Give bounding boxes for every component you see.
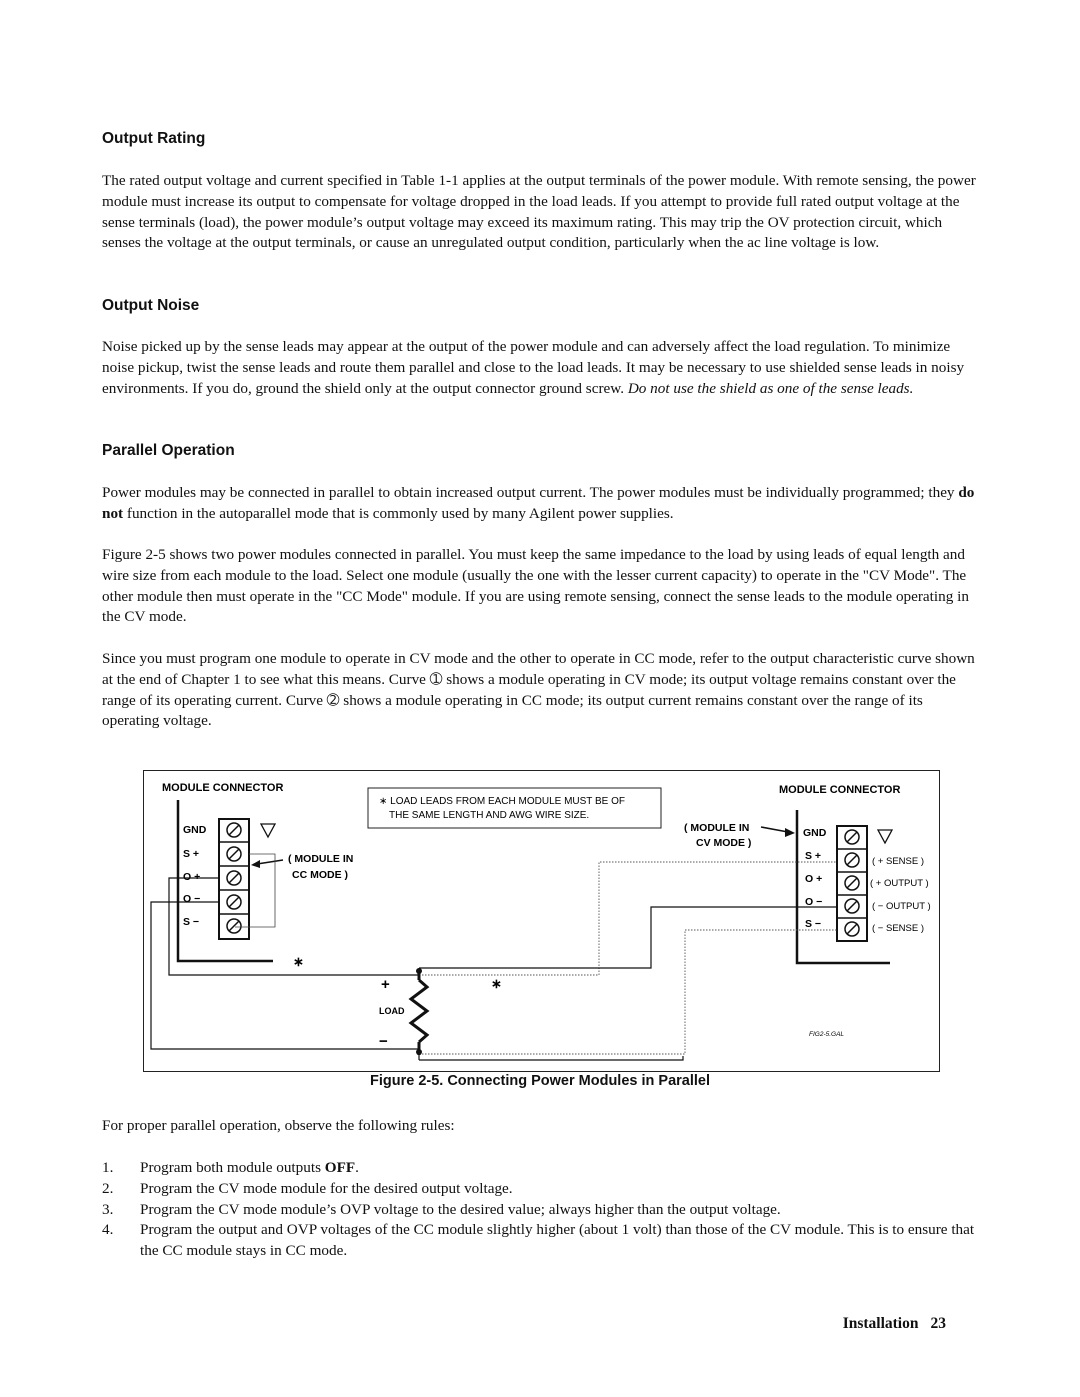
right-label-plus-output: ( + OUTPUT ) <box>870 878 929 889</box>
load-minus-sign: − <box>379 1033 388 1050</box>
page-number: 23 <box>930 1315 946 1332</box>
cc-label-line-2: CC MODE ) <box>292 869 348 881</box>
p1-text-a: Power modules may be connected in parallel to obtain increased output current. The power modules must be individually programmed; they <box>102 484 959 501</box>
right-connector-title: MODULE CONNECTOR <box>779 784 901 796</box>
rule-item <box>102 1179 978 1200</box>
wiring <box>151 854 837 1060</box>
left-terminal-s-minus: S − <box>183 916 200 928</box>
parallel-operation-heading: Parallel Operation <box>102 442 235 459</box>
load-label: LOAD <box>379 1006 405 1016</box>
right-minus-sense-wire <box>419 930 837 1054</box>
parallel-operation-p3: Since you must program one module to operate in CV mode and the other to operate in CC mode, refer to the output characteristic curve shown at the end of Chapter 1 to see what this means. Curve ➀ shows a module operating in CV mode; its output voltage remains constant over the range of its operating current. Curve ➁ shows a module operating in CC mode; its output current remains constant over the range of its operating voltage. <box>102 650 975 730</box>
parallel-connection-diagram <box>143 770 940 1072</box>
output-noise-heading: Output Noise <box>102 297 200 314</box>
page-footer <box>843 1315 946 1333</box>
rule-item <box>102 1200 978 1221</box>
right-terminal-o-minus: O − <box>805 896 823 908</box>
rule-item <box>102 1158 978 1179</box>
output-noise-text <box>102 337 978 399</box>
output-noise-italic: Do not use the shield as one of the sense leads. <box>627 379 914 397</box>
p1-text-b: function in the autoparallel mode that is commonly used by many Agilent power supplies. <box>123 504 674 522</box>
right-terminal-o-plus: O + <box>805 873 823 885</box>
rule-number: 2. <box>102 1179 114 1197</box>
left-module-connector <box>178 800 353 961</box>
rules-list <box>102 1158 978 1262</box>
left-terminal-s-plus: S + <box>183 848 200 860</box>
figure-id-label: FIG2-5.GAL <box>809 1031 845 1038</box>
right-label-minus-sense: ( − SENSE ) <box>872 923 924 934</box>
rule-item <box>102 1220 978 1262</box>
screw-terminal-icon <box>845 922 859 936</box>
note-box <box>368 788 661 828</box>
screw-terminal-icon <box>845 853 859 867</box>
cv-pointer-arrow <box>761 827 788 832</box>
cc-label-line-1: ( MODULE IN <box>288 853 354 865</box>
rule-text: Program the CV mode module for the desired output voltage. <box>140 1179 513 1197</box>
parallel-operation-p2: Figure 2-5 shows two power modules connected in parallel. You must keep the same impedance to the load by using leads of equal length and wire size from each module to the load. Select one module (usually the one with the lesser current capacity) to operate in the "CV Mode". The other module then must operate in the "CC Mode" module. If you are using remote sensing, connect the sense leads to the module operating in the CV mode. <box>102 546 969 626</box>
screw-terminal-icon <box>845 876 859 890</box>
load-resistor <box>379 968 427 1055</box>
right-label-minus-output: ( − OUTPUT ) <box>872 901 931 912</box>
screw-terminal-icon <box>227 847 241 861</box>
screw-terminal-icon <box>227 871 241 885</box>
cv-label-line-1: ( MODULE IN <box>684 822 750 834</box>
rules-intro: For proper parallel operation, observe the following rules: <box>102 1117 455 1134</box>
footer-section: Installation <box>842 1315 919 1332</box>
right-module-connector <box>684 810 931 963</box>
right-terminal-gnd: GND <box>803 827 827 839</box>
right-plus-sense-wire <box>419 862 837 975</box>
rule-number: 3. <box>102 1200 114 1218</box>
rule-number: 4. <box>102 1221 114 1239</box>
rule-text: Program the CV mode module’s OVP voltage to the desired value; always higher than the output voltage. <box>140 1200 781 1218</box>
left-terminal-o-minus: O − <box>183 893 201 905</box>
rule-number: 1. <box>102 1159 114 1176</box>
left-connector-title: MODULE CONNECTOR <box>162 782 284 794</box>
output-noise-body: Noise picked up by the sense leads may appear at the output of the power module and can adversely affect the load regulation. To minimize noise pickup, twist the sense leads and route them parallel and close to the load leads. It may be necessary to use shielded sense leads in noisy environments. If you do, ground the shield only at the output connector ground screw. <box>102 338 965 397</box>
rule-text-end: . <box>355 1159 359 1176</box>
note-line-2: THE SAME LENGTH AND AWG WIRE SIZE. <box>389 810 590 821</box>
p1-bold: do not <box>102 484 975 522</box>
cv-label-line-2: CV MODE ) <box>696 837 752 849</box>
right-positive-lead <box>419 907 837 968</box>
junction-dot-icon <box>416 1049 422 1055</box>
right-terminal-s-minus: S − <box>805 918 822 930</box>
asterisk-left: ∗ <box>293 954 304 969</box>
left-terminal-gnd: GND <box>183 824 207 836</box>
rule-text: Program the output and OVP voltages of the CC module slightly higher (about 1 volt) than those of the CV module. This is to ensure that the CC module stays in CC mode. <box>140 1221 975 1260</box>
screw-terminal-icon <box>845 899 859 913</box>
load-plus-sign: + <box>381 976 390 993</box>
junction-dot-icon <box>416 968 422 974</box>
parallel-operation-p1 <box>102 483 978 525</box>
arrow-head-icon <box>251 860 260 868</box>
arrow-head-icon <box>785 828 795 837</box>
right-terminal-s-plus: S + <box>805 850 822 862</box>
screw-terminal-icon <box>845 830 859 844</box>
note-line-1: ∗ LOAD LEADS FROM EACH MODULE MUST BE OF <box>379 796 626 807</box>
ground-symbol-icon <box>261 824 275 837</box>
right-negative-lead <box>419 1056 683 1060</box>
right-label-plus-sense: ( + SENSE ) <box>872 856 924 867</box>
ground-symbol-icon <box>878 830 892 843</box>
rule-bold: OFF <box>324 1159 356 1176</box>
screw-terminal-icon <box>227 895 241 909</box>
screw-terminal-icon <box>227 919 241 933</box>
screw-terminal-icon <box>227 823 241 837</box>
left-terminal-o-plus: O + <box>183 871 201 883</box>
output-rating-heading: Output Rating <box>102 130 206 147</box>
cc-pointer-arrow <box>257 860 283 864</box>
resistor-zigzag-icon <box>411 980 427 1042</box>
figure-caption: Figure 2-5. Connecting Power Modules in Parallel <box>369 1073 710 1089</box>
rule-text: Program both module outputs <box>140 1159 325 1176</box>
asterisk-right: ∗ <box>491 976 502 991</box>
output-rating-text: The rated output voltage and current specified in Table 1-1 applies at the output terminals of the power module. With remote sensing, the power module must increase its output to compensate for voltage dropped in the load leads. If you attempt to provide full rated output voltage at the sense terminals (load), the power module’s output voltage may exceed its maximum rating. This may trip the OV protection circuit, which senses the voltage at the output terminals, or cause an unregulated output condition, particularly when the ac line voltage is low. <box>102 172 976 252</box>
